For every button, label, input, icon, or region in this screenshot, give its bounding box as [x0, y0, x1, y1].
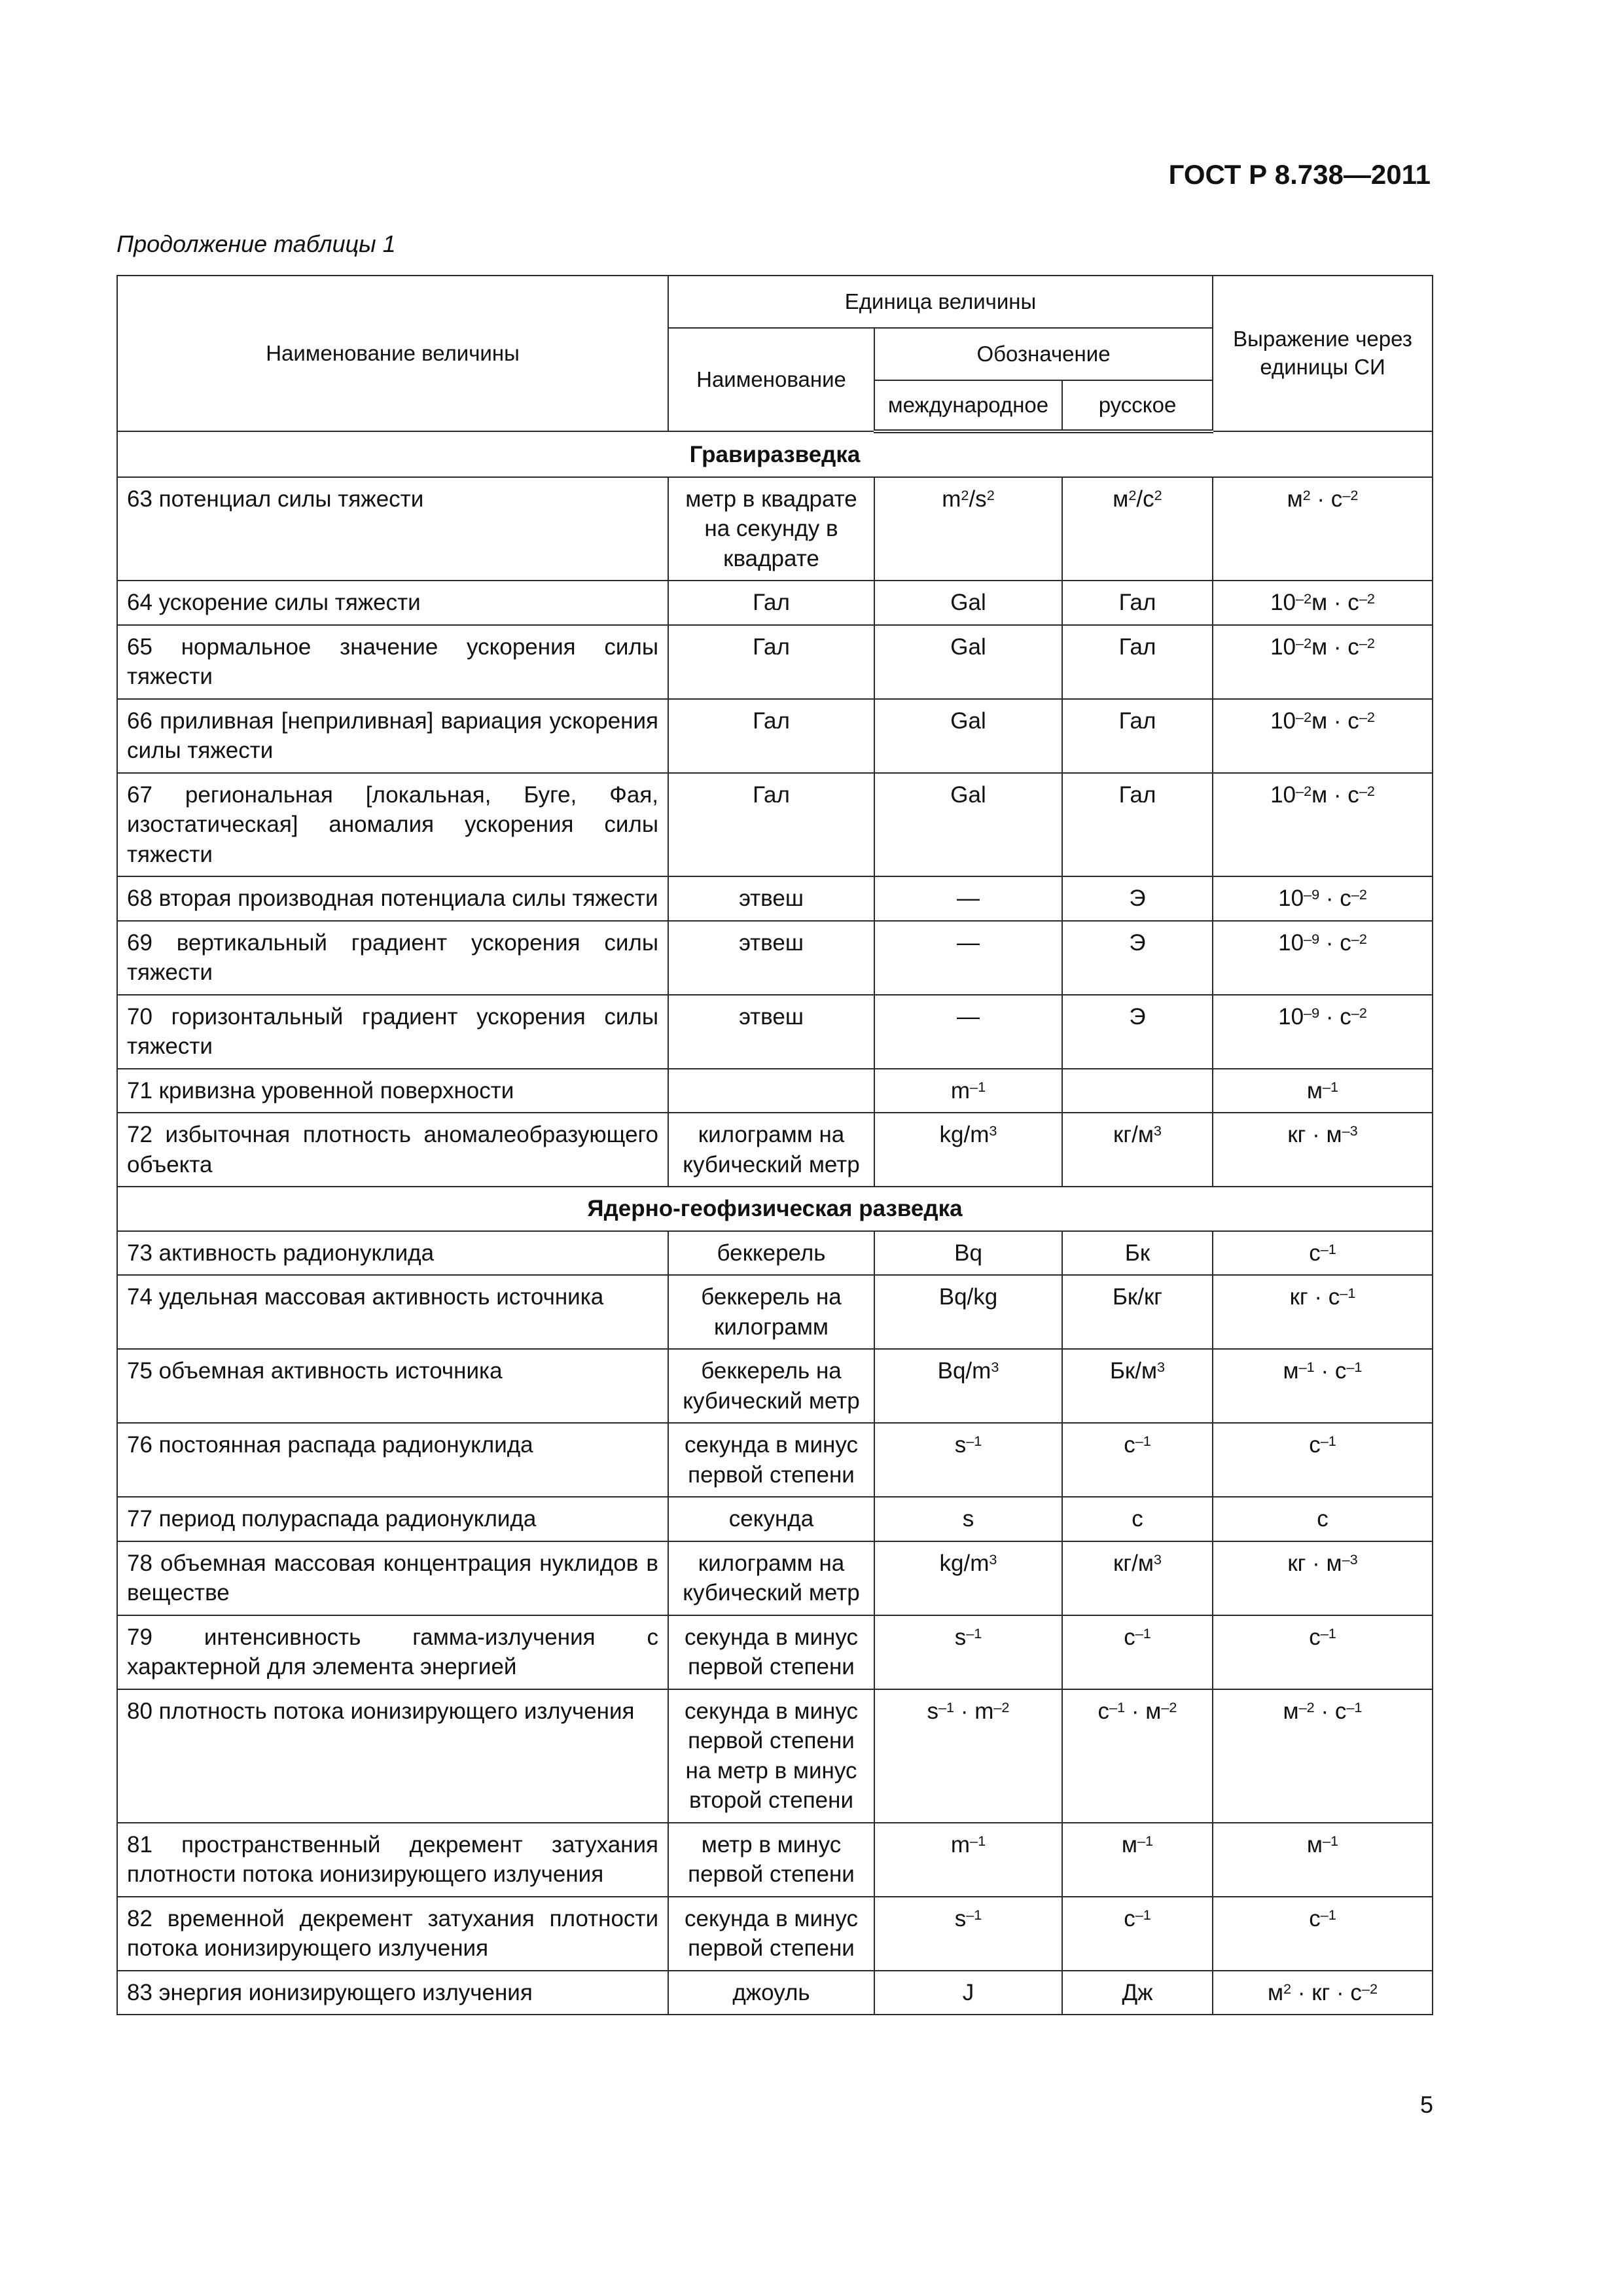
intl-symbol-cell: — [874, 921, 1062, 995]
quantity-name-cell: 74 удельная массовая активность источника [117, 1275, 668, 1349]
si-expression-cell: $10^{-2}м \cdot с^{-2}$ [1213, 773, 1433, 877]
table-row [117, 1897, 1433, 1971]
units-table [116, 275, 1433, 2015]
header-quantity-name: Наименование величины [117, 276, 668, 431]
unit-name-cell: Гал [668, 581, 874, 625]
header-designation: Обозначение [874, 328, 1213, 380]
quantity-name-cell: 76 постоянная распада радионуклида [117, 1423, 668, 1497]
si-expression-cell: $м^{-2} \cdot с^{-1}$ [1213, 1689, 1433, 1823]
table-row [117, 1069, 1433, 1113]
quantity-name-cell: 81 пространственный декремент затухания плотности потока ионизирующего излучения [117, 1823, 668, 1897]
table-row [117, 1275, 1433, 1349]
intl-symbol-cell: $kg/m^3$ [874, 1113, 1062, 1187]
table-row [117, 1113, 1433, 1187]
quantity-name-cell: 70 горизонтальный градиент ускорения силы тяжести [117, 995, 668, 1069]
intl-symbol-cell: $s^{-1}$ [874, 1897, 1062, 1971]
table-row [117, 773, 1433, 877]
intl-symbol-cell: — [874, 995, 1062, 1069]
intl-symbol-cell: — [874, 876, 1062, 921]
quantity-name-cell: 63 потенциал силы тяжести [117, 477, 668, 581]
rus-symbol-cell: $м^{-1}$ [1062, 1823, 1213, 1897]
intl-symbol-cell: J [874, 1971, 1062, 2015]
table-row [117, 625, 1433, 699]
si-expression-cell: кг · $с^{-1}$ [1213, 1275, 1433, 1349]
rus-symbol-cell: Гал [1062, 699, 1213, 773]
unit-name-cell: Гал [668, 625, 874, 699]
intl-symbol-cell: Gal [874, 773, 1062, 877]
header-unit: Единица величины [668, 276, 1213, 328]
header-unit-name: Наименование [668, 328, 874, 431]
rus-symbol-cell: Гал [1062, 773, 1213, 877]
unit-name-cell: килограмм на кубический метр [668, 1113, 874, 1187]
si-expression-cell: $м^{-1}$ [1213, 1823, 1433, 1897]
table-row [117, 699, 1433, 773]
page-number: 5 [1419, 2091, 1433, 2118]
rus-symbol-cell: Бк [1062, 1231, 1213, 1276]
table-row [117, 1689, 1433, 1823]
table-caption: Продолжение таблицы 1 [116, 230, 396, 257]
table-row [117, 1823, 1433, 1897]
quantity-name-cell: 75 объемная активность источника [117, 1349, 668, 1423]
intl-symbol-cell: s [874, 1497, 1062, 1541]
unit-name-cell: секунда в минус первой степени [668, 1423, 874, 1497]
rus-symbol-cell: $кг/м^3$ [1062, 1541, 1213, 1615]
intl-symbol-cell: $s^{-1} \cdot m^{-2}$ [874, 1689, 1062, 1823]
rus-symbol-cell: с [1062, 1497, 1213, 1541]
unit-name-cell: метр в минус первой степени [668, 1823, 874, 1897]
rus-symbol-cell: $м^2/с^2$ [1062, 477, 1213, 581]
intl-symbol-cell: Gal [874, 699, 1062, 773]
rus-symbol-cell: Э [1062, 995, 1213, 1069]
unit-name-cell: секунда в минус первой степени [668, 1897, 874, 1971]
quantity-name-cell: 66 приливная [неприливная] вариация ускорения силы тяжести [117, 699, 668, 773]
rus-symbol-cell: $с^{-1}$ [1062, 1615, 1213, 1689]
rus-symbol-cell: Дж [1062, 1971, 1213, 2015]
unit-name-cell: этвеш [668, 876, 874, 921]
unit-name-cell: Гал [668, 699, 874, 773]
section-header-row [117, 431, 1433, 477]
si-expression-cell: $с^{-1}$ [1213, 1615, 1433, 1689]
section-header-row [117, 1187, 1433, 1231]
rus-symbol-cell: Э [1062, 876, 1213, 921]
quantity-name-cell: 82 временной декремент затухания плотности потока ионизирующего излучения [117, 1897, 668, 1971]
intl-symbol-cell: $kg/m^3$ [874, 1541, 1062, 1615]
rus-symbol-cell: $с^{-1}$ [1062, 1897, 1213, 1971]
si-expression-cell: $с^{-1}$ [1213, 1423, 1433, 1497]
rus-symbol-cell [1062, 1069, 1213, 1113]
table-row [117, 1423, 1433, 1497]
intl-symbol-cell: $m^{-1}$ [874, 1823, 1062, 1897]
unit-name-cell: секунда [668, 1497, 874, 1541]
table-row [117, 876, 1433, 921]
rus-symbol-cell: $с^{-1} \cdot м^{-2}$ [1062, 1689, 1213, 1823]
quantity-name-cell: 83 энергия ионизирующего излучения [117, 1971, 668, 2015]
header-si-expression: Выражение через единицы СИ [1213, 276, 1433, 431]
unit-name-cell: килограмм на кубический метр [668, 1541, 874, 1615]
si-expression-cell: $10^{-9} \cdot с^{-2}$ [1213, 921, 1433, 995]
table-row [117, 1541, 1433, 1615]
si-expression-cell: кг · $м^{-3}$ [1213, 1541, 1433, 1615]
table-row [117, 1349, 1433, 1423]
table-row [117, 921, 1433, 995]
unit-name-cell: Гал [668, 773, 874, 877]
rus-symbol-cell: $с^{-1}$ [1062, 1423, 1213, 1497]
si-expression-cell: $м^{-1}$ [1213, 1069, 1433, 1113]
si-expression-cell: $10^{-2}м \cdot с^{-2}$ [1213, 699, 1433, 773]
rus-symbol-cell: Э [1062, 921, 1213, 995]
table-row [117, 1231, 1433, 1276]
si-expression-cell: $м^2$ · кг · $с^{-2}$ [1213, 1971, 1433, 2015]
quantity-name-cell: 71 кривизна уровенной поверхности [117, 1069, 668, 1113]
si-expression-cell: $с^{-1}$ [1213, 1231, 1433, 1276]
si-expression-cell: $10^{-2}м \cdot с^{-2}$ [1213, 625, 1433, 699]
intl-symbol-cell: Bq [874, 1231, 1062, 1276]
si-expression-cell: с [1213, 1497, 1433, 1541]
header-russian: русское [1062, 380, 1213, 431]
table-row [117, 995, 1433, 1069]
unit-name-cell: беккерель на кубический метр [668, 1349, 874, 1423]
intl-symbol-cell: Bq/kg [874, 1275, 1062, 1349]
table-header [117, 276, 1433, 431]
table-row [117, 477, 1433, 581]
quantity-name-cell: 68 вторая производная потенциала силы тяжести [117, 876, 668, 921]
quantity-name-cell: 77 период полураспада радионуклида [117, 1497, 668, 1541]
section-title: Гравиразведка [117, 431, 1433, 477]
quantity-name-cell: 72 избыточная плотность аномалеобразующего объекта [117, 1113, 668, 1187]
si-expression-cell: $10^{-9} \cdot с^{-2}$ [1213, 876, 1433, 921]
rus-symbol-cell: $Бк/м^3$ [1062, 1349, 1213, 1423]
quantity-name-cell: 65 нормальное значение ускорения силы тяжести [117, 625, 668, 699]
intl-symbol-cell: $m^{-1}$ [874, 1069, 1062, 1113]
intl-symbol-cell: $s^{-1}$ [874, 1423, 1062, 1497]
table-row [117, 1971, 1433, 2015]
rus-symbol-cell: Бк/кг [1062, 1275, 1213, 1349]
table-body [117, 431, 1433, 2015]
table-row [117, 581, 1433, 625]
section-title: Ядерно-геофизическая разведка [117, 1187, 1433, 1231]
quantity-name-cell: 64 ускорение силы тяжести [117, 581, 668, 625]
unit-name-cell [668, 1069, 874, 1113]
table-row [117, 1497, 1433, 1541]
quantity-name-cell: 78 объемная массовая концентрация нуклидов в веществе [117, 1541, 668, 1615]
unit-name-cell: этвеш [668, 921, 874, 995]
unit-name-cell: секунда в минус первой степени [668, 1615, 874, 1689]
unit-name-cell: беккерель на килограмм [668, 1275, 874, 1349]
si-expression-cell: $10^{-9} \cdot с^{-2}$ [1213, 995, 1433, 1069]
unit-name-cell: метр в квадрате на секунду в квадрате [668, 477, 874, 581]
si-expression-cell: $10^{-2}м \cdot с^{-2}$ [1213, 581, 1433, 625]
unit-name-cell: этвеш [668, 995, 874, 1069]
quantity-name-cell: 69 вертикальный градиент ускорения силы тяжести [117, 921, 668, 995]
rus-symbol-cell: $кг/м^3$ [1062, 1113, 1213, 1187]
quantity-name-cell: 79 интенсивность гамма-излучения с характерной для элемента энергией [117, 1615, 668, 1689]
si-expression-cell: $м^{-1} \cdot с^{-1}$ [1213, 1349, 1433, 1423]
si-expression-cell: кг · $м^{-3}$ [1213, 1113, 1433, 1187]
si-expression-cell: $м^2 \cdot с^{-2}$ [1213, 477, 1433, 581]
unit-name-cell: секунда в минус первой степени на метр в минус второй степени [668, 1689, 874, 1823]
quantity-name-cell: 73 активность радионуклида [117, 1231, 668, 1276]
unit-name-cell: джоуль [668, 1971, 874, 2015]
intl-symbol-cell: Gal [874, 581, 1062, 625]
rus-symbol-cell: Гал [1062, 581, 1213, 625]
intl-symbol-cell: Gal [874, 625, 1062, 699]
header-international: международное [874, 380, 1062, 431]
si-expression-cell: $с^{-1}$ [1213, 1897, 1433, 1971]
quantity-name-cell: 80 плотность потока ионизирующего излучения [117, 1689, 668, 1823]
quantity-name-cell: 67 региональная [локальная, Буге, Фая, изостатическая] аномалия ускорения силы тяжести [117, 773, 668, 877]
table-row [117, 1615, 1433, 1689]
intl-symbol-cell: $s^{-1}$ [874, 1615, 1062, 1689]
document-code: ГОСТ Р 8.738—2011 [1168, 159, 1431, 190]
intl-symbol-cell: $Bq/m^3$ [874, 1349, 1062, 1423]
unit-name-cell: беккерель [668, 1231, 874, 1276]
rus-symbol-cell: Гал [1062, 625, 1213, 699]
intl-symbol-cell: $m^2/s^2$ [874, 477, 1062, 581]
